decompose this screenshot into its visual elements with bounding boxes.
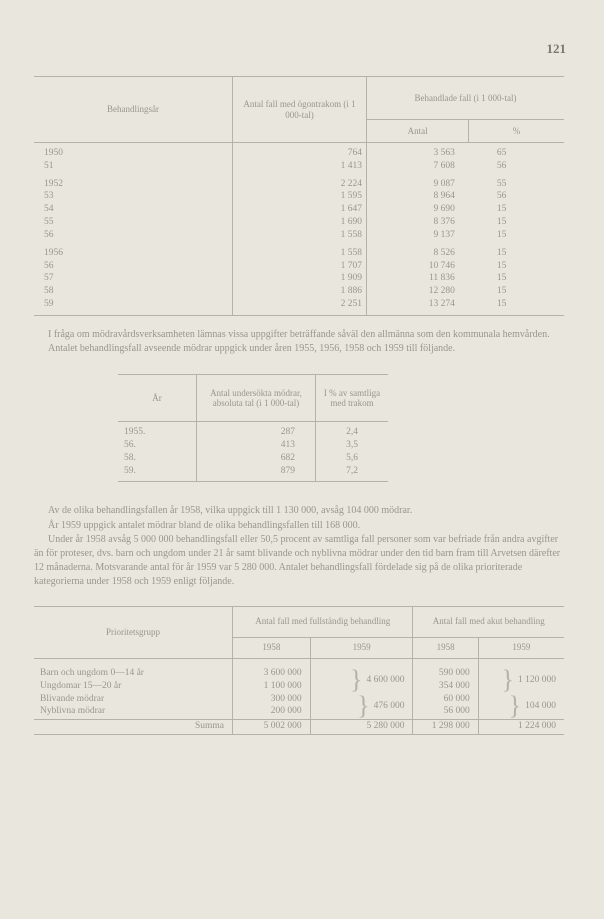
column-header-year: 1958: [233, 637, 311, 658]
brace-mark: }: [508, 690, 522, 720]
table-row: 1955. 287 2,4: [118, 422, 388, 439]
column-header-percent: %: [469, 120, 564, 143]
page-number: 121: [546, 41, 566, 56]
paragraph: Under år 1958 avsåg 5 000 000 behandlingsfall eller 50,5 procent av samtliga fall personer som var befriade från andra avgifter än för proteser, dvs. barn och ungdom under 21 år samt blivande och nyblivna mödrar under den tid barn fram till Arvetsen därefter 12 månaderna. Motsvarande antal för år 1959 var 5 280 000. Antalet behandlingsfall fördelade sig på de olika prioriterade kategorierna under 1958 och 1959 enligt följande.: [34, 533, 561, 588]
table-row: 59. 879 7,2: [118, 465, 388, 482]
column-header-percent: I % av samtliga med trakom: [316, 375, 389, 422]
brace-mark: }: [357, 690, 370, 720]
table-row: 58 1 886 12 280 15: [34, 285, 564, 298]
column-header-year: 1958: [413, 637, 478, 658]
table-row: Ungdomar 15—20 år 1 100 000 354 000: [34, 680, 564, 693]
table-row: 59 2 251 13 274 15: [34, 298, 564, 315]
column-header-year: 1959: [310, 637, 413, 658]
table-total-row: Summa 5 002 000 5 280 000 1 298 000 1 224 000: [34, 719, 564, 734]
column-header-count: Antal undersökta mödrar, absoluta tal (i 1 000-tal): [197, 375, 316, 422]
table-row: 57 1 909 11 836 15: [34, 272, 564, 285]
paragraph: I fråga om mödravårdsverksamheten lämnas vissa uppgifter beträffande såväl den allmänna som den kommunala hemvården.: [48, 328, 550, 340]
table-row: 53 1 595 8 964 56: [34, 190, 564, 203]
table-row: 56 1 707 10 746 15: [34, 260, 564, 273]
column-header-absolute: Antal: [367, 120, 469, 143]
column-header-year: Behandlingsår: [34, 77, 233, 143]
table-row: 55 1 690 8 376 15: [34, 216, 564, 229]
table-row: 1952 2 224 9 087 55: [34, 173, 564, 191]
treatment-table: [34, 76, 564, 316]
table-row: 1956 1 558 8 526 15: [34, 242, 564, 260]
column-header-partial: Antal fall med akut behandling: [413, 606, 564, 637]
column-header-sick: Antal fall med ögontrakom (i 1 000-tal): [233, 77, 367, 143]
column-header-cases: Behandlade fall (i 1 000-tal): [367, 77, 565, 120]
table-row: 51 1 413 7 608 56: [34, 160, 564, 173]
priority-table: [34, 606, 564, 735]
column-header-year: År: [118, 375, 197, 422]
table-row: 54 1 647 9 690 15: [34, 203, 564, 216]
table-row: Barn och ungdom 0—14 år 3 600 000 } 4 600 000 590 000 } 1 120 000: [34, 658, 564, 680]
brace-mark: }: [349, 664, 363, 694]
paragraph: Antalet behandlingsfall avseende mödrar uppgick under åren 1955, 1956, 1958 och 1959 till följande.: [48, 342, 456, 354]
brace-mark: }: [501, 664, 514, 694]
mothers-table: [118, 374, 388, 482]
column-header-group: Prioritetsgrupp: [34, 606, 233, 658]
table-row: Nyblivna mödrar 200 000 56 000: [34, 705, 564, 719]
table-row: 1950 764 3 563 65: [34, 143, 564, 160]
column-header-year: 1959: [478, 637, 564, 658]
table-row: 58. 682 5,6: [118, 452, 388, 465]
paragraph: Av de olika behandlingsfallen år 1958, vilka uppgick till 1 130 000, avsåg 104 000 mödrar.: [48, 505, 413, 517]
column-header-full: Antal fall med fullständig behandling: [233, 606, 413, 637]
table-row: 56 1 558 9 137 15: [34, 229, 564, 242]
table-row: 56. 413 3,5: [118, 439, 388, 452]
paragraph: År 1959 uppgick antalet mödrar bland de olika behandlingsfallen till 168 000.: [48, 519, 361, 531]
table-row: Blivande mödrar 300 000 } 476 000 60 000 } 104 000: [34, 693, 564, 706]
